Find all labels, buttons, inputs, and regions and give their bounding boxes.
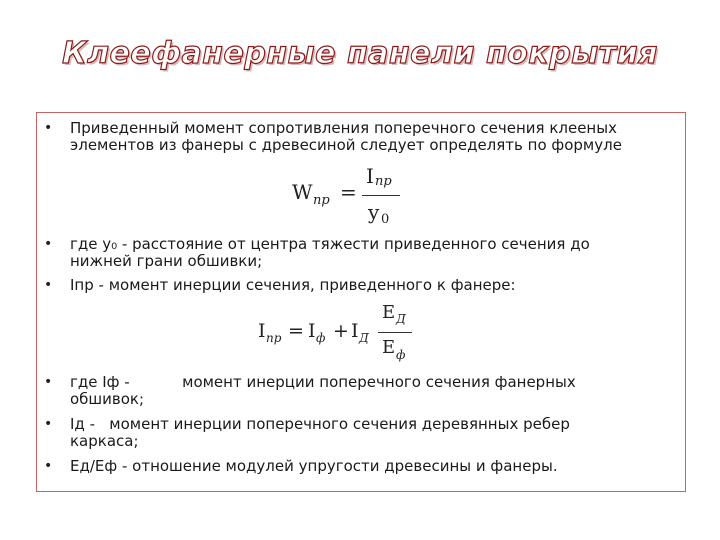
formula1-num-sub: пр <box>375 174 392 189</box>
paragraph-5-line-2: каркаса; <box>70 432 139 450</box>
bullet-2: • <box>44 236 53 252</box>
formula1-equals: = <box>340 180 357 204</box>
paragraph-1-line-1: Приведенный момент сопротивления поперечного сечения клееных <box>70 119 617 137</box>
formula2-den-main: E <box>382 337 396 358</box>
slide-title: Клеефанерные панели покрытия <box>62 36 658 71</box>
formula2-term1-main: I <box>308 320 316 342</box>
formula2-lhs-sub: пр <box>266 331 282 345</box>
paragraph-1 <box>70 120 676 154</box>
paragraph-3 <box>70 277 676 294</box>
formula1-lhs-main: W <box>292 180 313 204</box>
paragraph-2-line-2: нижней грани обшивки; <box>70 252 263 270</box>
paragraph-4-line-1: где Iф - момент инерции поперечного сечения фанерных <box>70 373 576 391</box>
formula2-term1-sub: ф <box>316 331 326 345</box>
formula2-num-sub: Д <box>396 312 406 326</box>
formula2-den-sub: ф <box>396 348 406 362</box>
formula2-num-main: E <box>382 302 396 323</box>
paragraph-6-line-1: Ед/Еф - отношение модулей упругости древесины и фанеры. <box>70 457 558 475</box>
formula2-term2-main: I <box>351 320 359 342</box>
paragraph-4-line-2: обшивок; <box>70 390 145 408</box>
bullet-1: • <box>44 120 53 136</box>
formula2-plus: + <box>333 320 349 342</box>
formula1-fraction-line <box>362 195 400 196</box>
paragraph-1-line-2: элементов из фанеры с древесиной следует определять по формуле <box>70 136 622 154</box>
bullet-3: • <box>44 277 53 293</box>
formula2-equals: = <box>288 320 304 342</box>
paragraph-3-line-1: Iпр - момент инерции сечения, приведенного к фанере: <box>70 276 516 294</box>
paragraph-2 <box>70 236 676 270</box>
formula1-den-main: y <box>368 200 380 224</box>
paragraph-4 <box>70 374 676 408</box>
bullet-4: • <box>44 374 53 390</box>
formula1-num-main: I <box>366 164 374 188</box>
formula2-term2-sub: Д <box>359 331 369 345</box>
bullet-5: • <box>44 416 53 432</box>
formula2-lhs-main: I <box>258 320 266 342</box>
paragraph-5-line-1: Iд - момент инерции поперечного сечения деревянных ребер <box>70 415 570 433</box>
bullet-6: • <box>44 458 53 474</box>
formula2-fraction-line <box>378 332 412 333</box>
formula1-lhs-sub: пр <box>313 193 330 208</box>
paragraph-6 <box>70 458 676 475</box>
paragraph-2-line-1: где y₀ - расстояние от центра тяжести приведенного сечения до <box>70 235 590 253</box>
formula1-den-sub: 0 <box>381 212 390 227</box>
paragraph-5 <box>70 416 676 450</box>
